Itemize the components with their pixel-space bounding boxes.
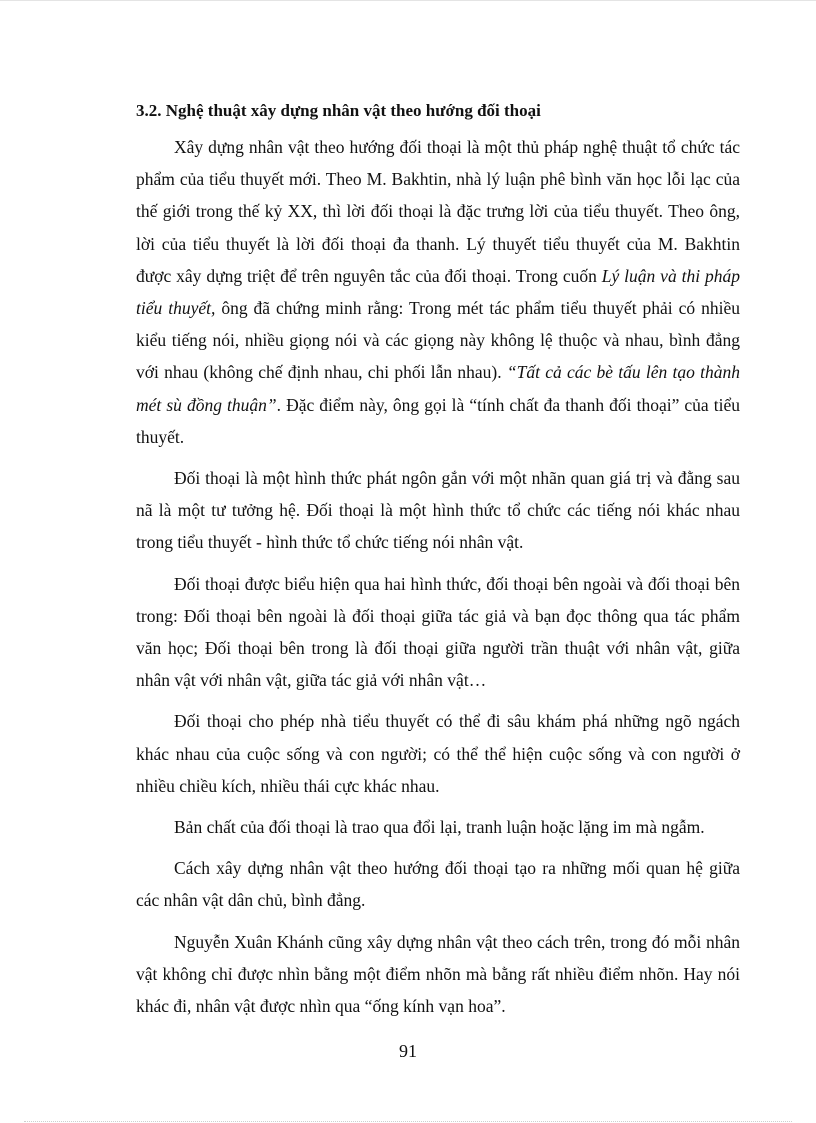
paragraph-1-text-b: ông đã chứng minh rằng: Trong mét tác phẩm tiểu thuyết phải có nhiều kiểu tiếng nói, nhiều giọng nói và các giọng này không lệ thuộc và nhau, bình đẳng với nhau (không chế định nhau, chi phối lẫn nhau). <box>136 298 740 383</box>
page-bottom-divider <box>24 1121 792 1122</box>
paragraph-1-text-c: . Đặc điểm này, ông gọi là “tính chất đa thanh đối thoại” của tiểu thuyết. <box>136 394 740 447</box>
section-heading: 3.2. Nghệ thuật xây dựng nhân vật theo hướng đối thoại <box>136 101 541 120</box>
paragraph-1-text-a: Xây dựng nhân vật theo hướng đối thoại là một thủ pháp nghệ thuật tổ chức tác phẩm của tiểu thuyết mới. Theo M. Bakhtin, nhà lý luận phê bình văn học lỗi lạc của thế giới trong thế kỷ XX, thì lời đối thoại là đặc trưng lời của tiểu thuyết. Theo ông, lời của tiểu thuyết là lời đối thoại đa thanh. Lý thuyết tiểu thuyết của M. Bakhtin được xây dựng triệt để trên nguyên tắc của đối thoại. Trong cuốn <box>136 137 740 286</box>
paragraph-1 <box>136 131 740 453</box>
paragraph-4: Đối thoại cho phép nhà tiểu thuyết có thể đi sâu khám phá những ngõ ngách khác nhau của cuộc sống và con người; có thể thể hiện cuộc sống và con người ở nhiều chiều kích, nhiều thái cực khác nhau. <box>136 711 740 796</box>
paragraph-6: Cách xây dựng nhân vật theo hướng đối thoại tạo ra những mối quan hệ giữa các nhân vật dân chủ, bình đẳng. <box>136 858 740 911</box>
page-number: 91 <box>399 1041 417 1061</box>
paragraph-7: Nguyễn Xuân Khánh cũng xây dựng nhân vật theo cách trên, trong đó mỗi nhân vật không chỉ được nhìn bằng một điểm nhõn mà bằng rất nhiều điểm nhõn. Hay nói khác đi, nhân vật được nhìn qua “ống kính vạn hoa”. <box>136 931 740 1017</box>
paragraph-3: Đối thoại được biểu hiện qua hai hình thức, đối thoại bên ngoài và đối thoại bên trong: Đối thoại bên ngoài là đối thoại giữa tác giả và bạn đọc thông qua tác phẩm văn học; Đối thoại bên trong là đối thoại giữa người trần thuật với nhân vật, giữa nhân vật với nhân vật, giữa tác giả với nhân vật… <box>136 573 740 691</box>
book-title: Lý luận và thi pháp tiểu thuyết, <box>136 265 740 319</box>
page-content <box>136 99 740 1031</box>
bakhtin-quote: “Tất cả các bè tấu lên tạo thành mét sù đồng thuận” <box>136 362 740 415</box>
paragraph-5: Bản chất của đối thoại là trao qua đổi lại, tranh luận hoặc lặng im mà ngẫm. <box>174 817 705 838</box>
paragraph-2: Đối thoại là một hình thức phát ngôn gắn với một nhãn quan giá trị và đằng sau nã là một tư tưởng hệ. Đối thoại là một hình thức tổ chức các tiếng nói khác nhau trong tiểu thuyết - hình thức tổ chức tiếng nói nhân vật. <box>136 468 740 553</box>
